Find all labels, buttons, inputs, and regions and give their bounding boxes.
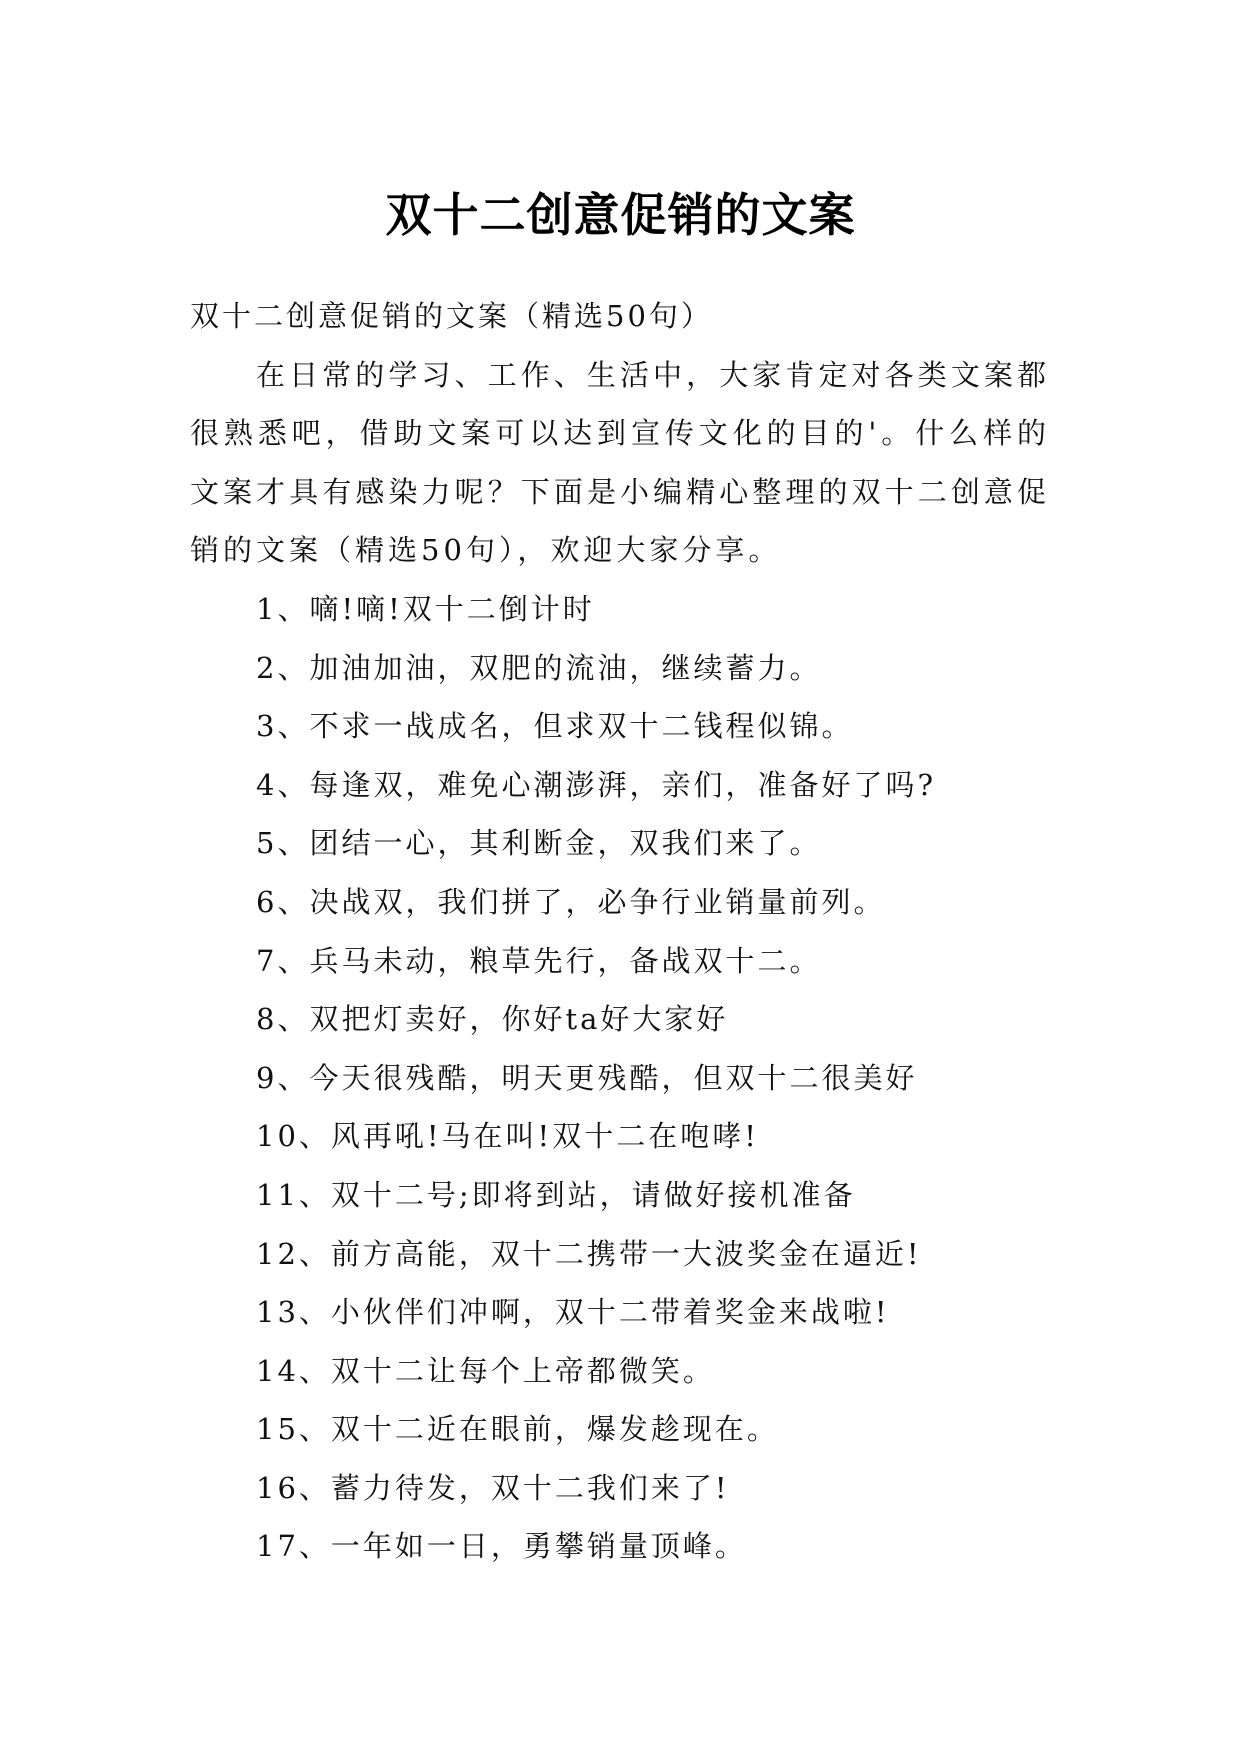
- list-item: 17、一年如一日，勇攀销量顶峰。: [256, 1529, 747, 1564]
- list-item: 15、双十二近在眼前，爆发趁现在。: [256, 1412, 779, 1447]
- list-item: 16、蓄力待发，双十二我们来了!: [256, 1470, 730, 1505]
- document-subtitle: 双十二创意促销的文案（精选50句）: [190, 299, 713, 333]
- list-item: 1、嘀!嘀!双十二倒计时: [256, 591, 595, 626]
- list-item: 7、兵马未动，粮草先行，备战双十二。: [256, 943, 822, 978]
- list-item: 5、团结一心，其利断金，双我们来了。: [256, 826, 822, 861]
- list-item: 8、双把灯卖好，你好ta好大家好: [256, 1002, 729, 1037]
- list-item: 14、双十二让每个上帝都微笑。: [256, 1353, 715, 1388]
- list-item: 10、风再吼!马在叫!双十二在咆哮!: [256, 1119, 759, 1154]
- list-item: 13、小伙伴们冲啊，双十二带着奖金来战啦!: [256, 1295, 890, 1330]
- list-item: 9、今天很残酷，明天更残酷，但双十二很美好: [256, 1060, 918, 1095]
- slogan-list: [190, 580, 1050, 1576]
- intro-paragraph: 在日常的学习、工作、生活中，大家肯定对各类文案都很熟悉吧，借助文案可以达到宣传文化的目的'。什么样的文案才具有感染力呢？下面是小编精心整理的双十二创意促销的文案（精选50句），欢迎大家分享。: [190, 357, 1050, 568]
- document-body: [190, 287, 1050, 1576]
- list-item: 12、前方高能，双十二携带一大波奖金在逼近!: [256, 1236, 922, 1271]
- list-item: 11、双十二号;即将到站，请做好接机准备: [256, 1177, 856, 1212]
- list-item: 4、每逢双，难免心潮澎湃，亲们，准备好了吗?: [256, 767, 936, 802]
- list-item: 6、决战双，我们拼了，必争行业销量前列。: [256, 884, 886, 919]
- list-item: 2、加油加油，双肥的流油，继续蓄力。: [256, 650, 822, 685]
- list-item: 3、不求一战成名，但求双十二钱程似锦。: [256, 709, 854, 744]
- document-title: 双十二创意促销的文案: [385, 187, 856, 242]
